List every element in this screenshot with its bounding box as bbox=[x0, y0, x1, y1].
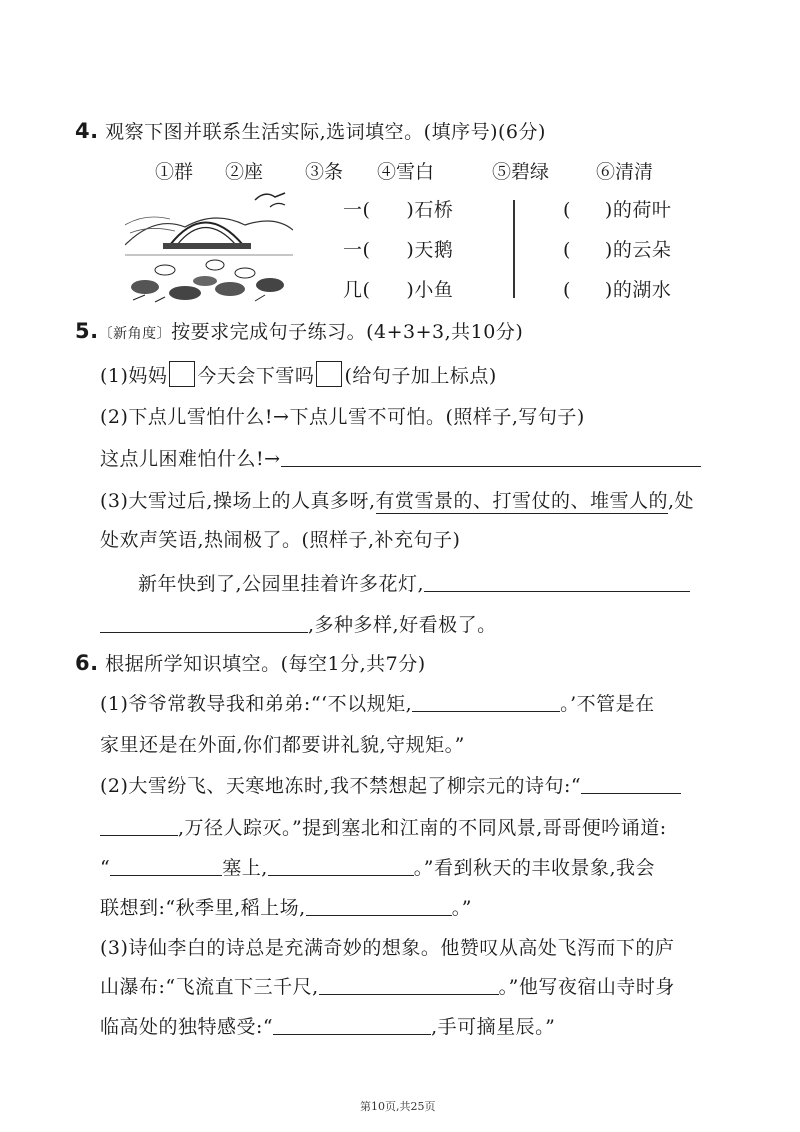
punctuation-box[interactable] bbox=[169, 361, 195, 387]
text: 。”看到秋天的丰收景象,我会 bbox=[413, 857, 656, 879]
text: (1)妈妈 bbox=[100, 365, 168, 387]
q4-left-row bbox=[343, 277, 453, 303]
text: 。”他写夜宿山寺时身 bbox=[498, 976, 675, 998]
q6-title: 根据所学知识填空。(每空1分,共7分) bbox=[105, 653, 426, 675]
answer-blank[interactable] bbox=[268, 857, 414, 876]
q4-right-row bbox=[563, 197, 671, 223]
q5-part3-line2: 处欢声笑语,热闹极了。(照样子,补充句子) bbox=[100, 529, 461, 551]
row-prefix: ( bbox=[563, 279, 571, 301]
q5-part3-line4 bbox=[100, 612, 497, 638]
q6-heading bbox=[75, 650, 426, 677]
q4-number: 4. bbox=[75, 119, 99, 143]
text: (2)大雪纷飞、天寒地冻时,我不禁想起了柳宗元的诗句:“ bbox=[100, 775, 582, 797]
q4-option: ②座 bbox=[225, 161, 264, 183]
row-suffix: )小鱼 bbox=[406, 279, 454, 301]
q4-option: ⑥清清 bbox=[596, 161, 654, 183]
q5-part3-line1 bbox=[100, 488, 694, 514]
answer-blank[interactable] bbox=[306, 897, 452, 916]
underlined-example: 有赏雪景的、打雪仗的、堆雪人的 bbox=[375, 490, 669, 512]
answer-blank[interactable] bbox=[581, 775, 681, 794]
q5-heading bbox=[75, 318, 523, 347]
q4-title: 观察下图并联系生活实际,选词填空。(填序号)(6分) bbox=[105, 121, 546, 143]
q5-part2-line1: (2)下点儿雪怕什么!→下点儿雪不可怕。(照样子,写句子) bbox=[100, 406, 585, 428]
q4-right-row bbox=[563, 277, 671, 303]
q6-line9 bbox=[100, 1014, 555, 1040]
row-prefix: 几( bbox=[343, 279, 371, 301]
answer-blank[interactable] bbox=[424, 573, 690, 592]
q5-part3-line3 bbox=[138, 571, 690, 597]
lake-scene-illustration bbox=[125, 185, 293, 305]
answer-blank[interactable] bbox=[100, 817, 178, 836]
q4-option: ④雪白 bbox=[377, 161, 435, 183]
text: (3)大雪过后,操场上的人真多呀, bbox=[100, 490, 376, 512]
row-suffix: )天鹅 bbox=[406, 239, 454, 261]
q5-tag: 〔新角度〕 bbox=[98, 326, 172, 342]
q5-title: 按要求完成句子练习。(4+3+3,共10分) bbox=[171, 321, 524, 343]
q6-number: 6. bbox=[75, 651, 99, 675]
text: ,手可摘星辰。” bbox=[431, 1016, 556, 1038]
q4-divider bbox=[513, 200, 515, 298]
text: ,万径人踪灭。”提到塞北和江南的不同风景,哥哥便吟诵道: bbox=[178, 817, 667, 839]
q4-option: ⑤碧绿 bbox=[492, 161, 550, 183]
text: 这点儿困难怕什么!→ bbox=[100, 448, 281, 470]
text: ,多种多样,好看极了。 bbox=[308, 614, 497, 636]
row-suffix: )石桥 bbox=[406, 199, 454, 221]
answer-blank[interactable] bbox=[412, 693, 560, 712]
text: 。’不管是在 bbox=[560, 693, 655, 715]
answer-blank[interactable] bbox=[110, 857, 222, 876]
q5-part2-line2 bbox=[100, 446, 701, 472]
answer-blank[interactable] bbox=[273, 1016, 431, 1035]
answer-blank[interactable] bbox=[100, 614, 308, 633]
row-prefix: ( bbox=[563, 239, 571, 261]
q6-line7: (3)诗仙李白的诗总是充满奇妙的想象。他赞叹从高处飞泻而下的庐 bbox=[100, 937, 675, 959]
q6-line4 bbox=[100, 815, 667, 841]
q5-part1 bbox=[100, 361, 497, 389]
q5-number: 5. bbox=[75, 319, 99, 343]
q6-line2: 家里还是在外面,你们都要讲礼貌,守规矩。” bbox=[100, 734, 465, 756]
q6-line1 bbox=[100, 691, 655, 717]
row-prefix: ( bbox=[563, 199, 571, 221]
q4-left-row bbox=[343, 237, 453, 263]
page-footer: 第10页,共25页 bbox=[360, 1100, 436, 1113]
text: (给句子加上标点) bbox=[344, 365, 497, 387]
text: 山瀑布:“飞流直下三千尺, bbox=[100, 976, 319, 998]
q4-option: ①群 bbox=[155, 161, 194, 183]
q4-left-row bbox=[343, 197, 453, 223]
text: 新年快到了,公园里挂着许多花灯, bbox=[138, 573, 425, 595]
text: (1)爷爷常教导我和弟弟:“‘不以规矩, bbox=[100, 693, 413, 715]
text: 联想到:“秋季里,稻上场, bbox=[100, 897, 306, 919]
row-prefix: 一( bbox=[343, 239, 371, 261]
q6-line3 bbox=[100, 773, 681, 799]
row-prefix: 一( bbox=[343, 199, 371, 221]
q4-right-row bbox=[563, 237, 671, 263]
row-suffix: )的云朵 bbox=[604, 239, 672, 261]
q6-line5 bbox=[100, 855, 655, 881]
text: 。” bbox=[451, 897, 472, 919]
q4-option: ③条 bbox=[305, 161, 344, 183]
text: 塞上, bbox=[222, 857, 268, 879]
text: “ bbox=[100, 857, 111, 879]
answer-blank[interactable] bbox=[281, 448, 701, 467]
q6-line6 bbox=[100, 895, 472, 921]
text: ,处 bbox=[668, 490, 695, 512]
q4-heading bbox=[75, 118, 546, 145]
row-suffix: )的湖水 bbox=[604, 279, 672, 301]
text: 临高处的独特感受:“ bbox=[100, 1016, 274, 1038]
answer-blank[interactable] bbox=[319, 976, 499, 995]
punctuation-box[interactable] bbox=[316, 361, 342, 387]
text: 今天会下雪吗 bbox=[197, 365, 315, 387]
row-suffix: )的荷叶 bbox=[604, 199, 672, 221]
q6-line8 bbox=[100, 974, 675, 1000]
